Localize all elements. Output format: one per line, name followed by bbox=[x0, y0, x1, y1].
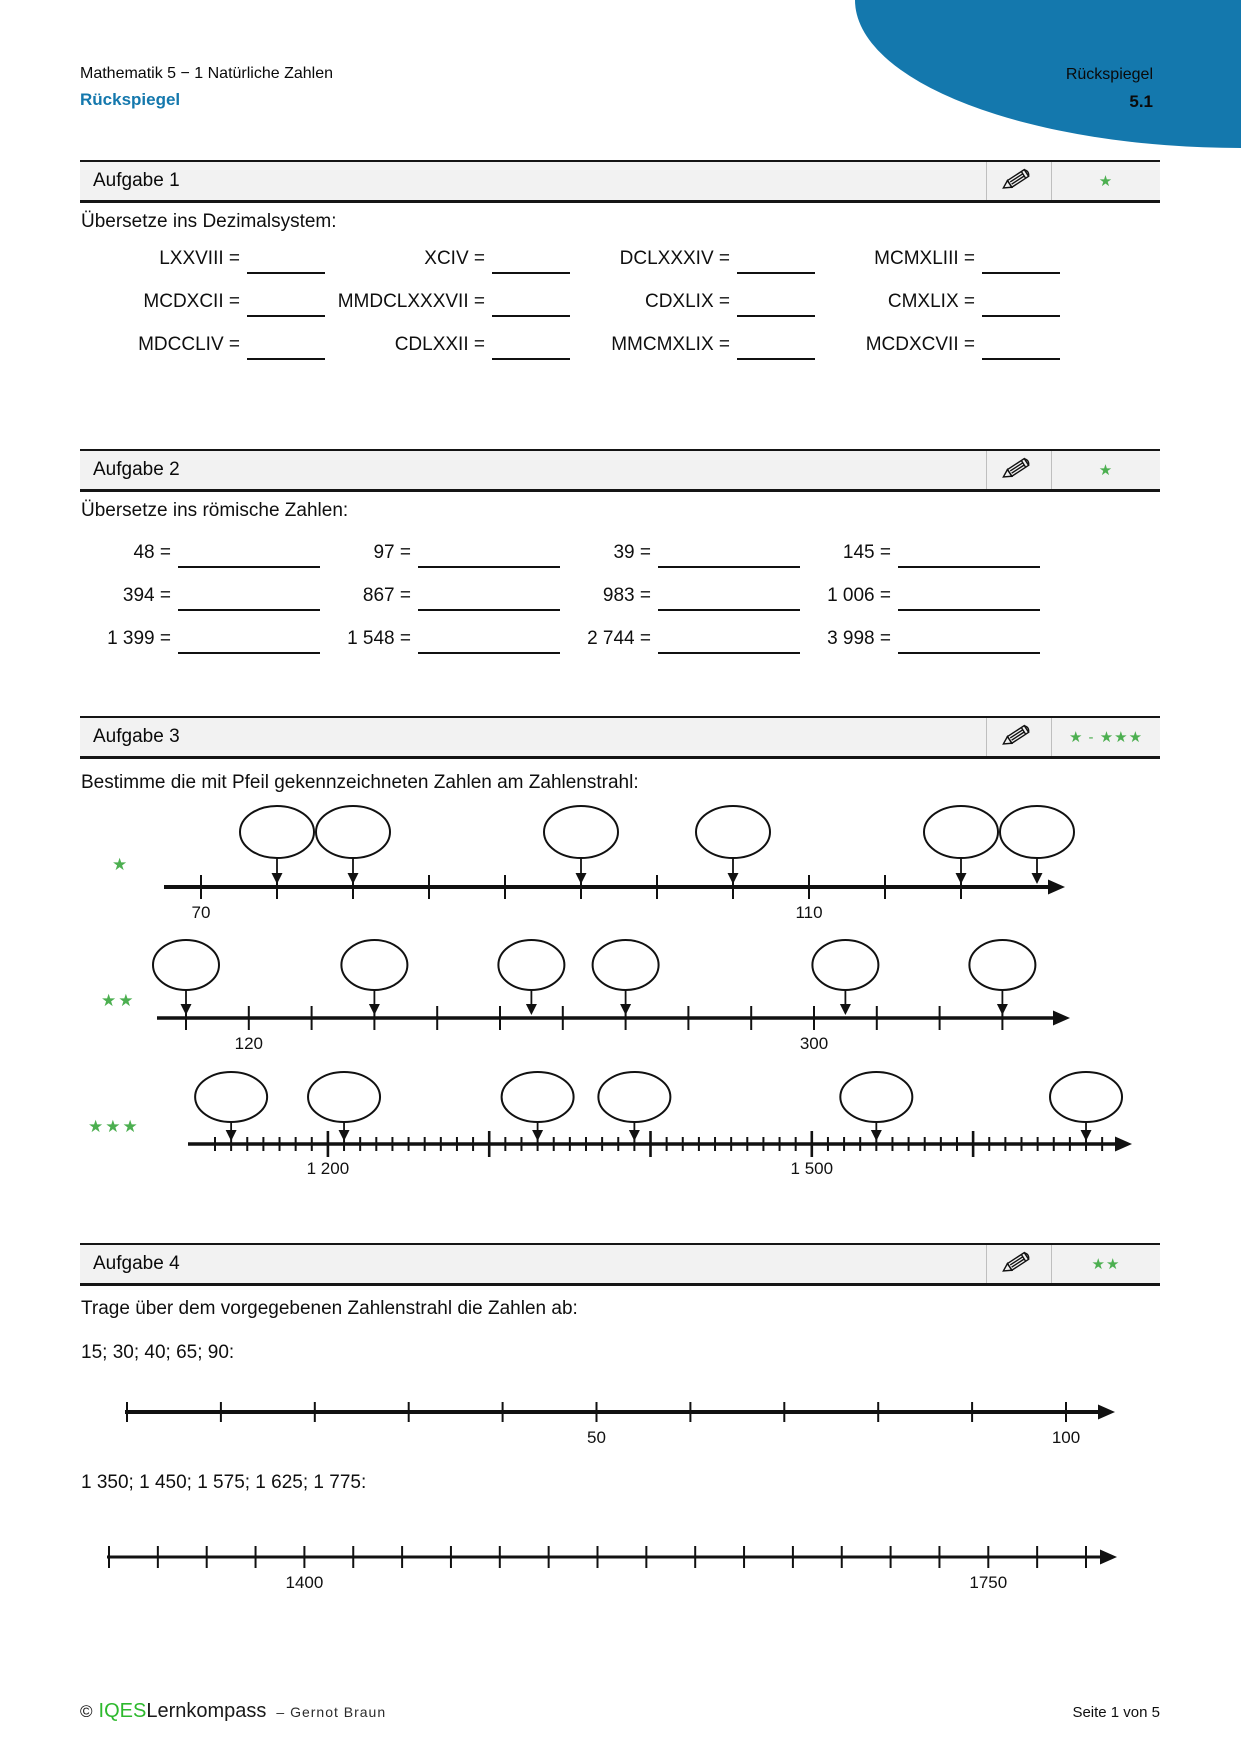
pencil-icon bbox=[999, 164, 1039, 199]
conversion-item bbox=[325, 291, 570, 334]
conversion-label: 983 = bbox=[602, 585, 651, 606]
tick-label: 1 500 bbox=[790, 1159, 834, 1178]
answer-blank[interactable] bbox=[737, 271, 815, 274]
axis-arrowhead bbox=[1115, 1137, 1132, 1152]
pencil-cell bbox=[986, 1245, 1051, 1283]
answer-blank[interactable] bbox=[247, 314, 325, 317]
answer-blank[interactable] bbox=[982, 314, 1060, 317]
tick-label: 50 bbox=[587, 1428, 606, 1447]
conversion-item bbox=[560, 585, 800, 628]
conversion-label: 1 548 = bbox=[347, 628, 411, 649]
tick-label: 1400 bbox=[285, 1573, 324, 1592]
conversion-label: 48 = bbox=[133, 542, 171, 563]
answer-oval[interactable] bbox=[498, 940, 564, 1015]
answer-blank[interactable] bbox=[492, 357, 570, 360]
tick-label: 100 bbox=[1051, 1428, 1081, 1447]
conversion-item bbox=[815, 248, 1060, 291]
answer-blank[interactable] bbox=[178, 565, 320, 568]
conversion-item bbox=[570, 248, 815, 291]
conversion-label: MMCMXLIX = bbox=[611, 334, 730, 355]
answer-oval[interactable] bbox=[341, 940, 407, 1015]
conversion-item bbox=[320, 628, 560, 671]
number-line-task4a bbox=[80, 1390, 1170, 1470]
answer-blank[interactable] bbox=[247, 271, 325, 274]
axis-arrowhead bbox=[1098, 1405, 1115, 1420]
answer-oval[interactable] bbox=[502, 1072, 574, 1141]
conversion-label: CMXLIX = bbox=[887, 291, 975, 312]
task1-answer-grid bbox=[80, 248, 1060, 377]
answer-blank[interactable] bbox=[737, 357, 815, 360]
axis-arrowhead bbox=[1048, 880, 1065, 895]
conversion-label: CDLXXII = bbox=[394, 334, 485, 355]
pencil-icon bbox=[999, 453, 1039, 488]
copyright-icon: © bbox=[80, 1702, 93, 1721]
conversion-item bbox=[80, 334, 325, 377]
answer-blank[interactable] bbox=[418, 608, 560, 611]
conversion-item bbox=[320, 542, 560, 585]
conversion-label: MMDCLXXXVII = bbox=[337, 291, 485, 312]
pencil-cell bbox=[986, 162, 1051, 200]
conversion-item bbox=[560, 542, 800, 585]
answer-blank[interactable] bbox=[247, 357, 325, 360]
task4-instruction: Trage über dem vorgegebenen Zahlenstrahl die Zahlen ab: bbox=[81, 1298, 578, 1319]
conversion-item bbox=[80, 542, 320, 585]
corner-tab bbox=[855, 0, 1241, 148]
difficulty-star-2: ★★ bbox=[101, 991, 136, 1010]
conversion-label: 97 = bbox=[373, 542, 411, 563]
corner-number: 5.1 bbox=[1129, 92, 1153, 111]
answer-oval[interactable] bbox=[153, 940, 219, 1015]
pencil-cell bbox=[986, 718, 1051, 756]
task3-header-bar bbox=[80, 716, 1160, 759]
pencil-icon bbox=[999, 1247, 1039, 1282]
conversion-item bbox=[80, 628, 320, 671]
tick-label: 1750 bbox=[969, 1573, 1008, 1592]
conversion-item bbox=[800, 585, 1040, 628]
axis-arrowhead bbox=[1053, 1011, 1070, 1026]
task4-numbers-a: 15; 30; 40; 65; 90: bbox=[81, 1342, 235, 1363]
difficulty-star-1: ★ bbox=[112, 855, 130, 874]
conversion-item bbox=[800, 628, 1040, 671]
answer-oval[interactable] bbox=[812, 940, 878, 1015]
answer-blank[interactable] bbox=[418, 651, 560, 654]
difficulty-star-3: ★★★ bbox=[88, 1117, 140, 1136]
tick-label: 300 bbox=[799, 1034, 829, 1053]
tick-label: 70 bbox=[191, 903, 211, 922]
task3-difficulty: ★ - ★★★ bbox=[1051, 718, 1160, 756]
answer-oval[interactable] bbox=[308, 1072, 380, 1141]
page-number: Seite 1 von 5 bbox=[1072, 1704, 1160, 1721]
task1-difficulty: ★ bbox=[1051, 162, 1160, 200]
answer-oval[interactable] bbox=[1050, 1072, 1122, 1141]
task1-instruction: Übersetze ins Dezimalsystem: bbox=[81, 211, 337, 232]
task2-title: Aufgabe 2 bbox=[93, 459, 180, 480]
conversion-item bbox=[560, 628, 800, 671]
conversion-item bbox=[325, 334, 570, 377]
answer-blank[interactable] bbox=[658, 608, 800, 611]
conversion-label: 1 006 = bbox=[827, 585, 891, 606]
conversion-label: 1 399 = bbox=[107, 628, 171, 649]
answer-oval[interactable] bbox=[924, 806, 998, 884]
brand-iqes: IQES bbox=[98, 1700, 147, 1722]
author-credit: – Gernot Braun bbox=[276, 1704, 387, 1720]
number-line-hard bbox=[80, 1060, 1170, 1205]
answer-oval[interactable] bbox=[840, 1072, 912, 1141]
answer-oval[interactable] bbox=[593, 940, 659, 1015]
task4-title: Aufgabe 4 bbox=[93, 1253, 180, 1274]
conversion-item bbox=[570, 291, 815, 334]
answer-oval[interactable] bbox=[598, 1072, 670, 1141]
answer-oval[interactable] bbox=[316, 806, 390, 884]
answer-blank[interactable] bbox=[737, 314, 815, 317]
conversion-label: 867 = bbox=[362, 585, 411, 606]
answer-oval[interactable] bbox=[544, 806, 618, 884]
pencil-icon bbox=[999, 720, 1039, 755]
answer-oval[interactable] bbox=[240, 806, 314, 884]
task2-answer-grid bbox=[80, 542, 1040, 671]
answer-blank[interactable] bbox=[898, 651, 1040, 654]
task3-title: Aufgabe 3 bbox=[93, 726, 180, 747]
conversion-label: MDCCLIV = bbox=[138, 334, 240, 355]
task2-instruction: Übersetze ins römische Zahlen: bbox=[81, 500, 349, 521]
conversion-label: LXXVIII = bbox=[159, 248, 240, 269]
page-header bbox=[80, 62, 333, 113]
conversion-item bbox=[815, 334, 1060, 377]
tick-label: 120 bbox=[234, 1034, 263, 1053]
answer-oval[interactable] bbox=[1000, 806, 1074, 884]
task3-instruction: Bestimme die mit Pfeil gekennzeichneten Zahlen am Zahlenstrahl: bbox=[81, 772, 639, 793]
conversion-label: 394 = bbox=[122, 585, 171, 606]
brand-lernkompass: Lernkompass bbox=[146, 1700, 267, 1722]
conversion-item bbox=[80, 248, 325, 291]
answer-oval[interactable] bbox=[195, 1072, 267, 1141]
answer-blank[interactable] bbox=[898, 608, 1040, 611]
task1-header-bar bbox=[80, 160, 1160, 203]
conversion-label: MCDXCVII = bbox=[865, 334, 975, 355]
course-title: Mathematik 5 − 1 Natürliche Zahlen bbox=[80, 65, 334, 82]
conversion-item bbox=[815, 291, 1060, 334]
conversion-label: 39 = bbox=[613, 542, 651, 563]
conversion-label: MCDXCII = bbox=[143, 291, 240, 312]
answer-blank[interactable] bbox=[982, 357, 1060, 360]
answer-blank[interactable] bbox=[178, 651, 320, 654]
conversion-label: XCIV = bbox=[424, 248, 485, 269]
conversion-item bbox=[800, 542, 1040, 585]
answer-blank[interactable] bbox=[492, 314, 570, 317]
conversion-label: 2 744 = bbox=[587, 628, 651, 649]
answer-blank[interactable] bbox=[492, 271, 570, 274]
answer-blank[interactable] bbox=[982, 271, 1060, 274]
conversion-item bbox=[570, 334, 815, 377]
answer-blank[interactable] bbox=[418, 565, 560, 568]
conversion-label: MCMXLIII = bbox=[874, 248, 975, 269]
pencil-cell bbox=[986, 451, 1051, 489]
answer-oval[interactable] bbox=[696, 806, 770, 884]
header-subtitle: Rückspiegel bbox=[80, 89, 181, 109]
answer-blank[interactable] bbox=[658, 651, 800, 654]
answer-blank[interactable] bbox=[898, 565, 1040, 568]
tick-label: 110 bbox=[795, 903, 823, 922]
task2-difficulty: ★ bbox=[1051, 451, 1160, 489]
conversion-label: 145 = bbox=[842, 542, 891, 563]
number-line-easy bbox=[80, 800, 1170, 940]
conversion-item bbox=[80, 585, 320, 628]
task4-header-bar bbox=[80, 1243, 1160, 1286]
conversion-item bbox=[320, 585, 560, 628]
conversion-label: CDXLIX = bbox=[644, 291, 730, 312]
axis-arrowhead bbox=[1100, 1550, 1117, 1565]
task4-numbers-b: 1 350; 1 450; 1 575; 1 625; 1 775: bbox=[81, 1472, 367, 1493]
conversion-item bbox=[325, 248, 570, 291]
corner-label: Rückspiegel bbox=[1065, 66, 1153, 83]
number-line-task4b bbox=[80, 1535, 1170, 1615]
task4-difficulty: ★★ bbox=[1051, 1245, 1160, 1283]
tick-label: 1 200 bbox=[306, 1159, 350, 1178]
task2-header-bar bbox=[80, 449, 1160, 492]
task1-title: Aufgabe 1 bbox=[93, 170, 180, 191]
answer-blank[interactable] bbox=[658, 565, 800, 568]
number-line-medium bbox=[80, 935, 1170, 1075]
answer-blank[interactable] bbox=[178, 608, 320, 611]
conversion-label: DCLXXXIV = bbox=[619, 248, 730, 269]
conversion-item bbox=[80, 291, 325, 334]
answer-oval[interactable] bbox=[969, 940, 1035, 1015]
conversion-label: 3 998 = bbox=[827, 628, 891, 649]
page-footer bbox=[80, 1700, 1160, 1723]
